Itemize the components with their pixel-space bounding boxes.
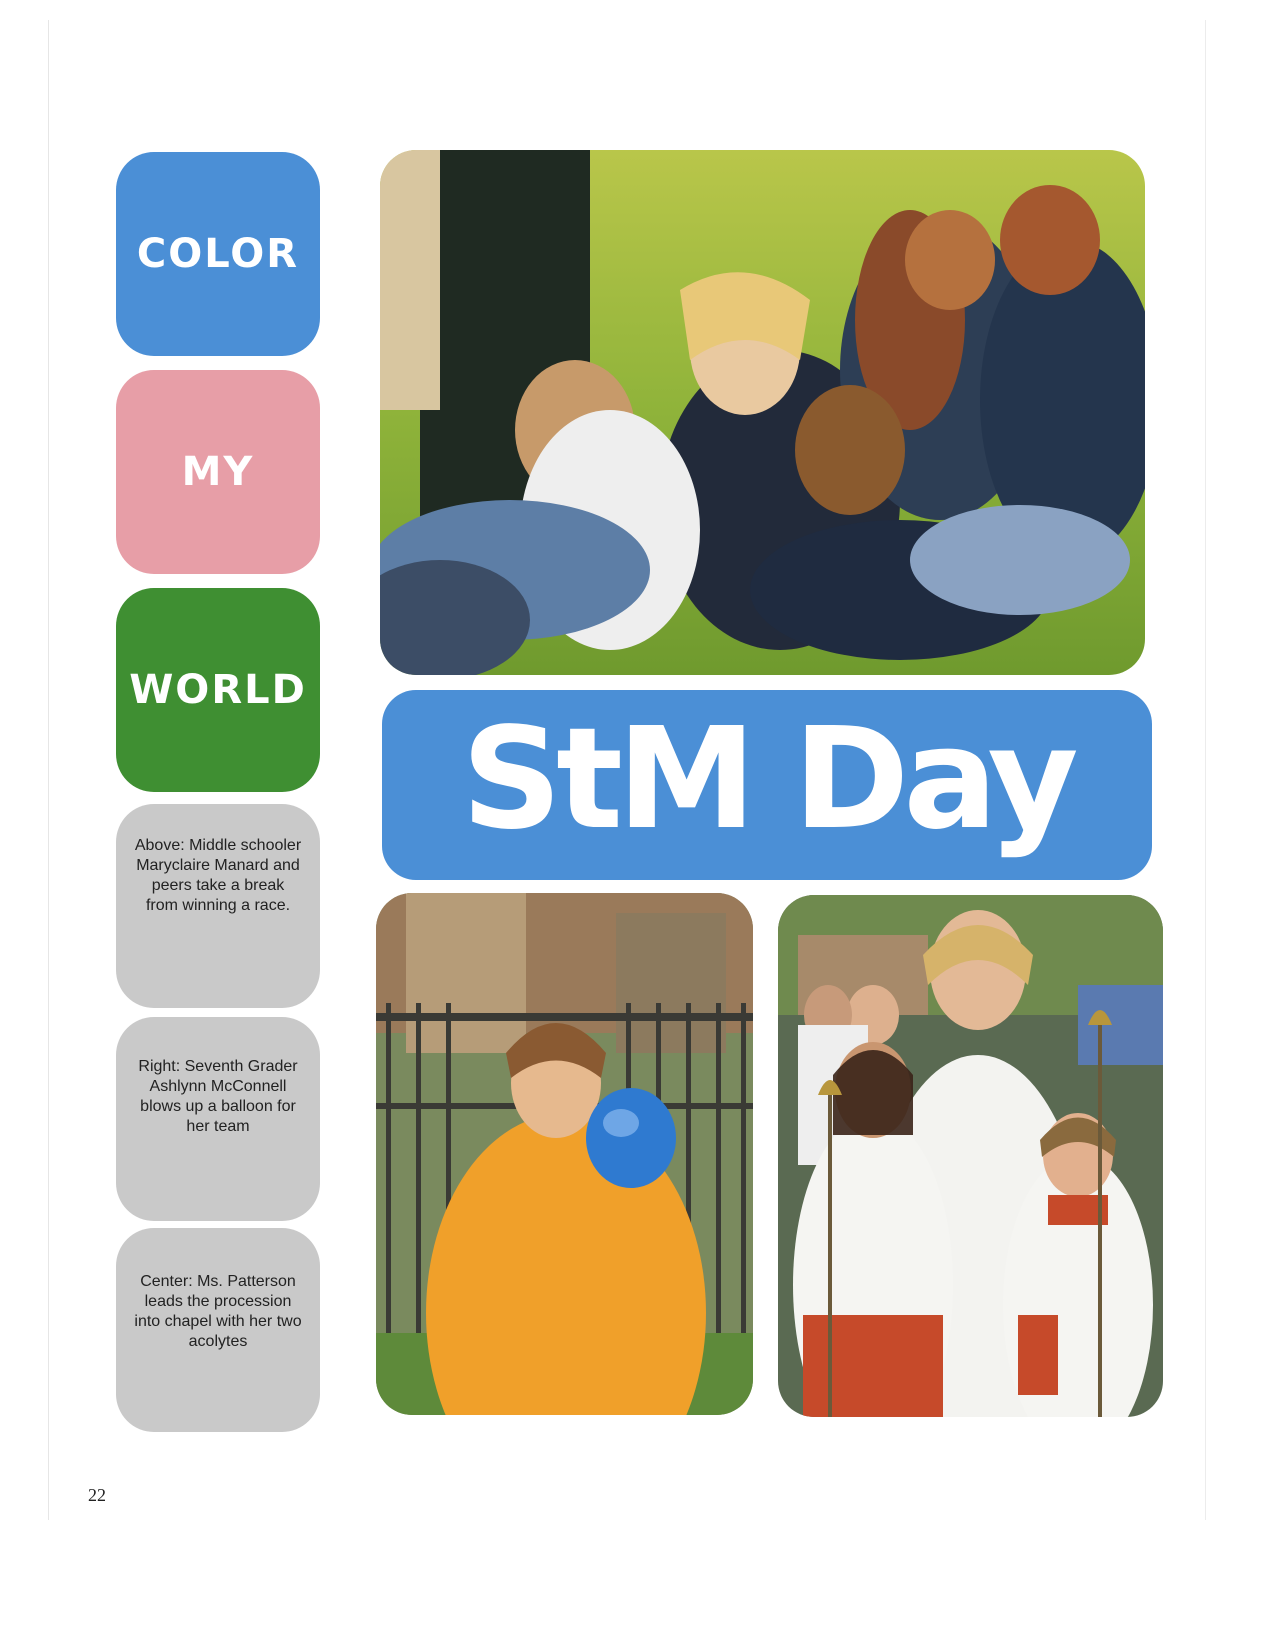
photo-procession (778, 895, 1163, 1417)
photo-procession-image (778, 895, 1163, 1417)
caption-right: Right: Seventh Grader Ashlynn McConnell blows up a balloon for her team (116, 1017, 320, 1221)
tile-my (116, 370, 320, 574)
tile-world (116, 588, 320, 792)
photo-students-on-grass-image (380, 150, 1145, 675)
tile-color (116, 152, 320, 356)
photo-students-on-grass (380, 150, 1145, 675)
tile-my-label: MY (181, 449, 255, 495)
tile-color-label: COLOR (136, 231, 300, 277)
caption-above: Above: Middle schooler Maryclaire Manard and peers take a break from winning a race. (116, 804, 320, 1008)
page-edge-left (48, 20, 49, 1520)
page-edge-right (1205, 20, 1206, 1520)
caption-center: Center: Ms. Patterson leads the procession into chapel with her two acolytes (116, 1228, 320, 1432)
stm-day-banner (382, 690, 1152, 880)
photo-balloon-image (376, 893, 753, 1415)
tile-world-label: WORLD (129, 667, 307, 713)
banner-title: StM Day (461, 698, 1073, 861)
page-number: 22 (88, 1485, 106, 1505)
photo-balloon (376, 893, 753, 1415)
